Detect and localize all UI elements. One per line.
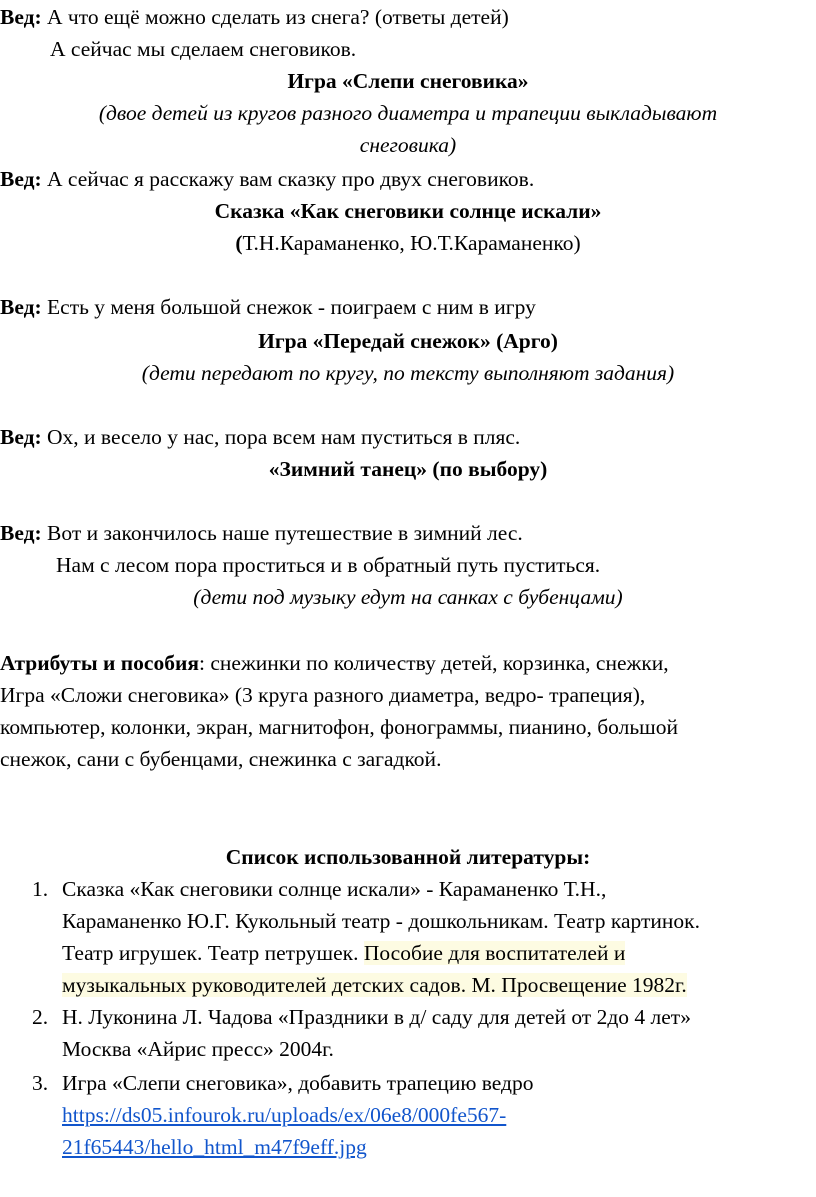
reference-text: Сказка «Как снеговики солнце искали» - Караманенко Т.Н., — [62, 877, 607, 901]
reference-line — [62, 938, 625, 968]
attributes-text: компьютер, колонки, экран, магнитофон, фонограммы, пианино, большой — [0, 715, 678, 739]
highlighted-text: Пособие для воспитателей и — [363, 941, 626, 965]
speaker-label: Вед: — [0, 167, 42, 191]
paragraph-line — [0, 518, 523, 548]
attributes-label: Атрибуты и пособия — [0, 651, 199, 675]
heading-game: Игра «Слепи снеговика» — [287, 69, 529, 93]
paragraph-text: А сейчас я расскажу вам сказку про двух снеговиков. — [41, 167, 535, 191]
paragraph-text: Есть у меня большой снежок - поиграем с ним в игру — [41, 295, 536, 319]
attributes-text: : снежинки по количеству детей, корзинка, снежки, — [199, 651, 669, 675]
bracket: ( — [235, 231, 243, 255]
speaker-label: Вед: — [0, 425, 42, 449]
reference-line — [62, 970, 687, 1000]
reference-text: Москва «Айрис пресс» 2004г. — [62, 1037, 334, 1061]
paragraph-text: А сейчас мы сделаем снеговиков. — [50, 37, 357, 61]
attributes-text: Игра «Сложи снеговика» (3 круга разного диаметра, ведро- трапеция), — [0, 683, 646, 707]
paragraph-text: Вот и закончилось наше путешествие в зимний лес. — [41, 521, 523, 545]
paragraph-line — [0, 422, 520, 452]
attributes-line — [0, 648, 669, 678]
heading-game: Игра «Передай снежок» (Арго) — [258, 329, 558, 353]
heading-dance: «Зимний танец» (по выбору) — [268, 457, 548, 481]
list-number: 1. — [32, 877, 49, 901]
speaker-label: Вед: — [0, 295, 42, 319]
references-title: Список использованной литературы: — [225, 845, 591, 869]
paragraph-line — [0, 2, 509, 32]
reference-text: Игра «Слепи снеговика», добавить трапецию ведро — [62, 1071, 534, 1095]
paragraph-text: Нам с лесом пора проститься и в обратный путь пуститься. — [56, 553, 601, 577]
paragraph-text: Ох, и весело у нас, пора всем нам пуститься в пляс. — [41, 425, 521, 449]
attributes-text: снежок, сани с бубенцами, снежинка с загадкой. — [0, 747, 442, 771]
reference-link-line — [62, 1100, 506, 1130]
stage-direction: (дети под музыку едут на санках с бубенцами) — [193, 585, 623, 609]
list-number: 2. — [32, 1005, 49, 1029]
reference-text: Караманенко Ю.Г. Кукольный театр - дошкольникам. Театр картинок. — [62, 909, 700, 933]
paragraph-line — [0, 292, 536, 322]
tale-authors — [0, 228, 816, 258]
reference-link[interactable]: 21f65443/hello_html_m47f9eff.jpg — [62, 1135, 367, 1159]
list-number: 3. — [32, 1071, 49, 1095]
authors-text: Т.Н.Караманенко, Ю.Т.Караманенко) — [242, 231, 581, 255]
reference-link[interactable]: https://ds05.infourok.ru/uploads/ex/06e8/000fe567- — [62, 1103, 507, 1127]
highlighted-text: музыкальных руководителей детских садов. М. Просвещение 1982г. — [62, 973, 687, 997]
reference-text: Театр игрушек. Театр петрушек. — [62, 941, 364, 965]
paragraph-line — [0, 164, 534, 194]
speaker-label: Вед: — [0, 5, 42, 29]
speaker-label: Вед: — [0, 521, 42, 545]
stage-direction: (дети передают по кругу, по тексту выполняют задания) — [141, 361, 675, 385]
heading-tale: Сказка «Как снеговики солнце искали» — [214, 199, 602, 223]
reference-text: Н. Луконина Л. Чадова «Праздники в д/ саду для детей от 2до 4 лет» — [62, 1005, 691, 1029]
stage-direction: (двое детей из кругов разного диаметра и трапеции выкладывают — [98, 101, 718, 125]
reference-link-line — [62, 1132, 367, 1162]
stage-direction: снеговика) — [359, 133, 457, 157]
paragraph-text: А что ещё можно сделать из снега? (ответы детей) — [41, 5, 509, 29]
